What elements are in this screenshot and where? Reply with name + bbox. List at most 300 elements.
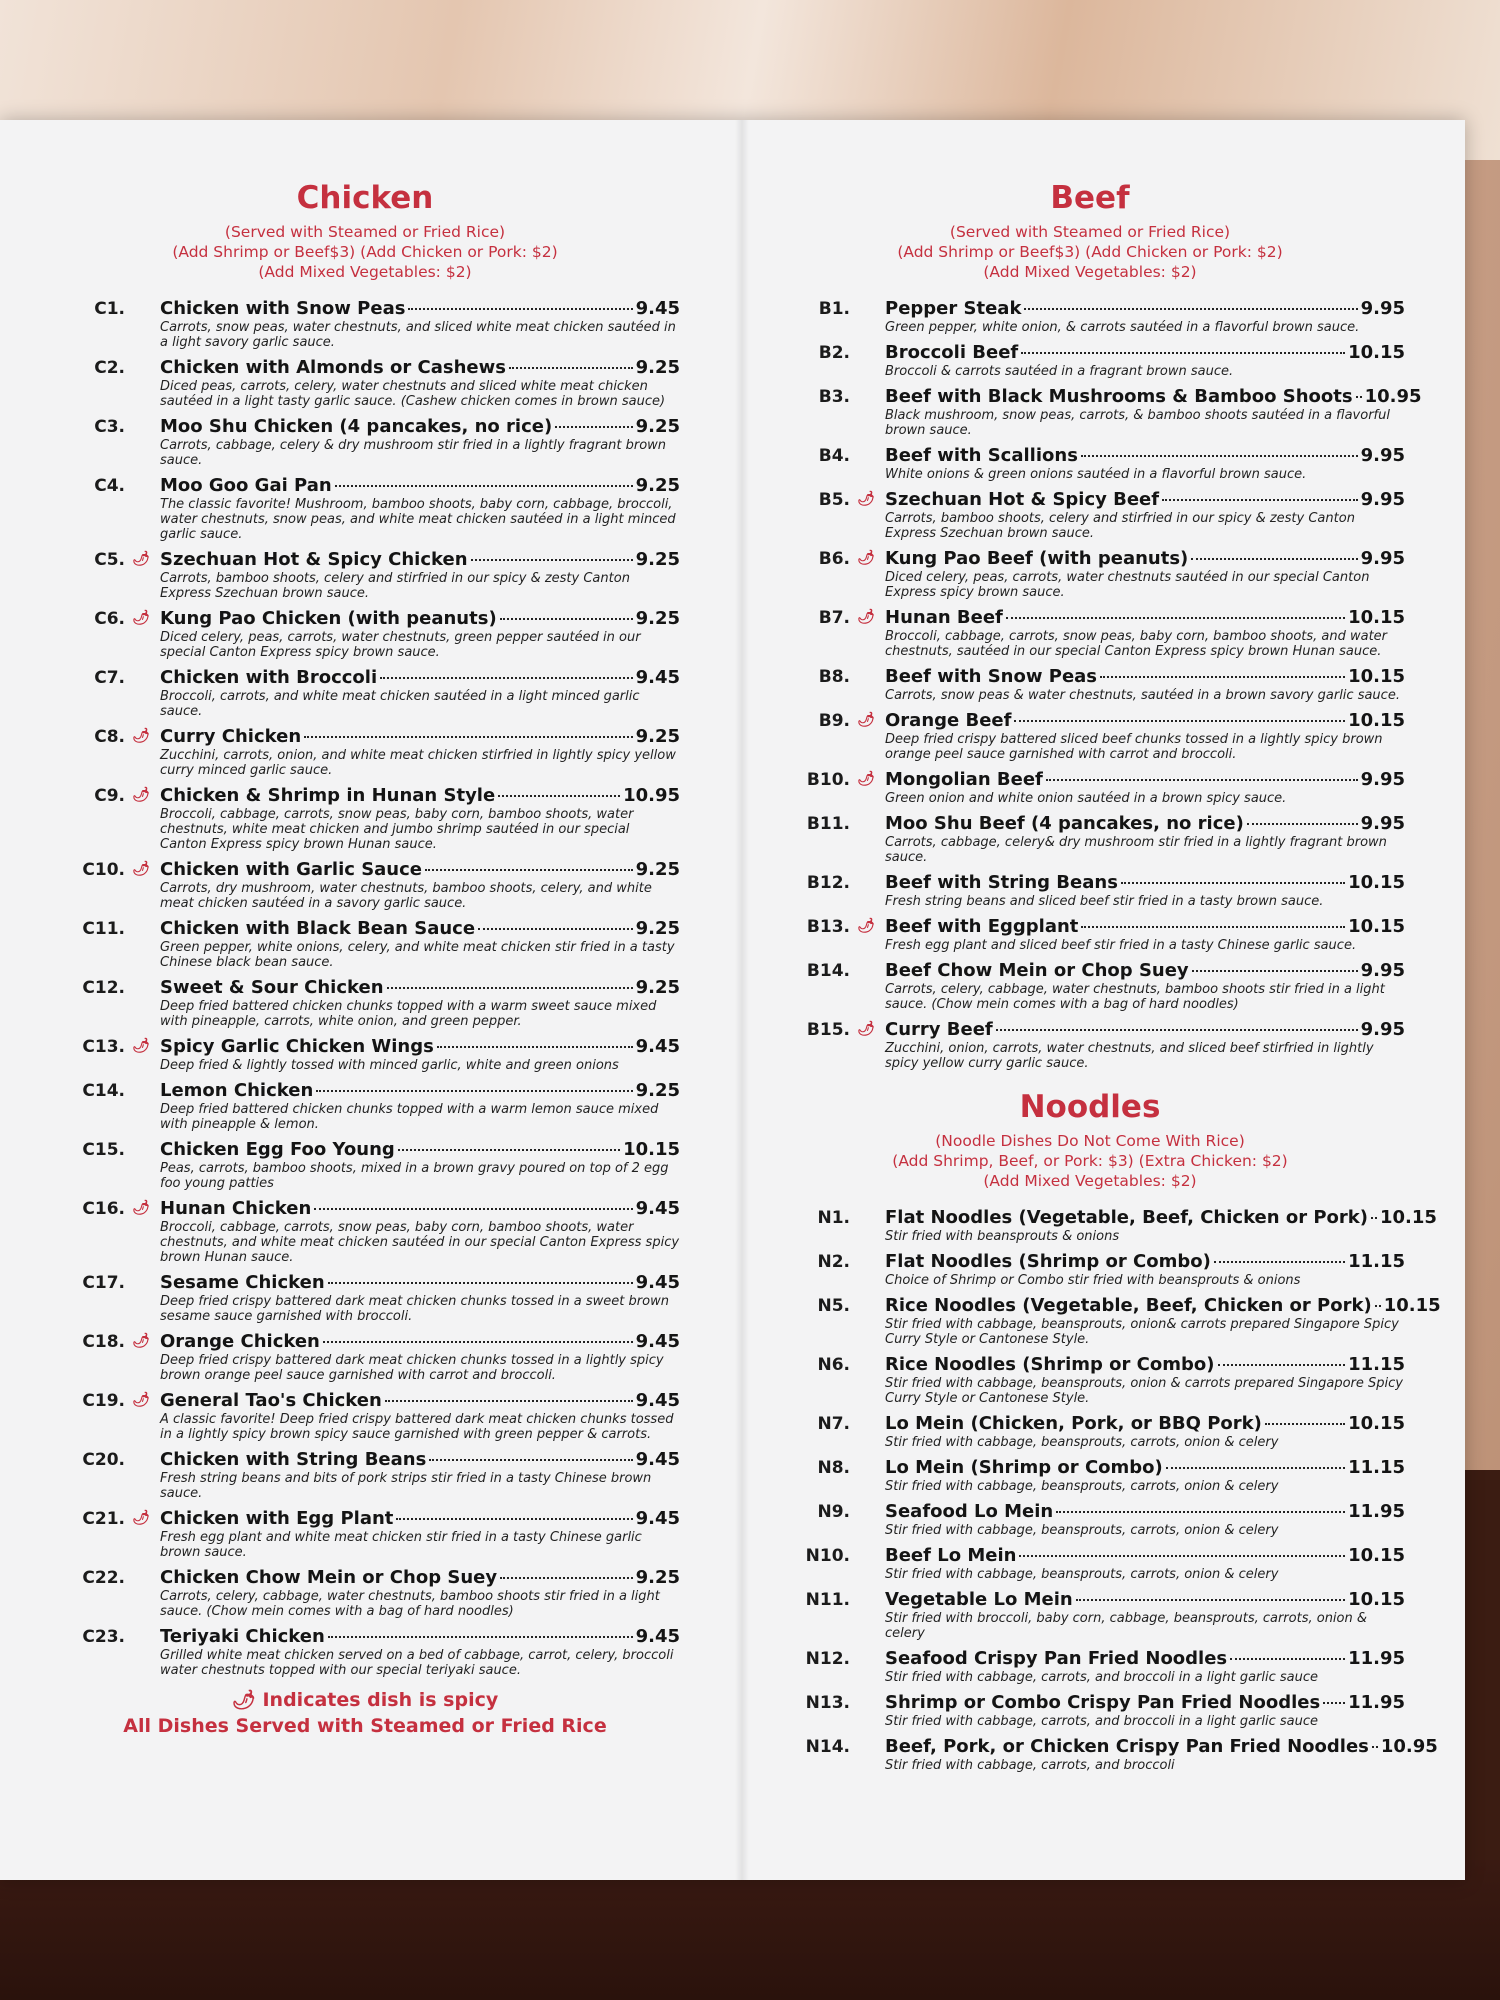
item-price: 9.25	[635, 357, 680, 378]
spicy-pepper-icon: 🌶	[857, 609, 875, 625]
item-code: B6.	[818, 549, 850, 569]
item-line	[160, 785, 680, 806]
menu-item	[775, 489, 1405, 541]
dot-leader	[1162, 499, 1357, 501]
item-description: Diced celery, peas, carrots, water chestnuts sautéed in our special Canton Express spicy brown sauce.	[885, 570, 1370, 600]
dot-leader	[425, 869, 633, 871]
dot-leader	[498, 795, 620, 797]
dot-leader	[1014, 720, 1345, 722]
menu-item	[775, 666, 1405, 703]
item-description: Stir fried with cabbage, beansprouts, carrots, onion & celery	[885, 1479, 1279, 1494]
page-fold	[735, 120, 749, 1880]
item-price: 10.95	[1380, 1736, 1438, 1757]
spicy-pepper-icon: 🌶	[857, 1021, 875, 1037]
item-line	[885, 607, 1405, 628]
item-description: Carrots, bamboo shoots, celery and stirfried in our spicy & zesty Canton Express Szechuan brown sauce.	[160, 571, 630, 601]
dot-leader	[1046, 779, 1358, 781]
menu-item	[50, 549, 680, 601]
menu-item	[775, 710, 1405, 762]
dot-leader	[1006, 617, 1345, 619]
menu-item	[775, 1295, 1441, 1347]
item-description: Carrots, cabbage, celery& dry mushroom stir fried in a lightly fragrant brown sauce.	[885, 835, 1387, 865]
item-description: A classic favorite! Deep fried crispy battered dark meat chicken chunks tossed in a lightly spicy brown spicy sauce garnished with green pepper & carrots.	[160, 1412, 674, 1442]
dot-leader	[1166, 1467, 1345, 1469]
item-line	[160, 298, 680, 319]
dot-leader	[380, 677, 632, 679]
item-line	[885, 1251, 1405, 1272]
item-code: C23.	[82, 1627, 125, 1647]
item-line	[160, 1331, 680, 1352]
item-code: N11.	[805, 1590, 850, 1610]
noodles-note-2: (Add Shrimp, Beef, or Pork: $3) (Extra Chicken: $2)	[892, 1152, 1288, 1170]
item-line	[885, 1295, 1441, 1316]
menu-item	[50, 1036, 680, 1073]
item-line	[885, 1354, 1405, 1375]
item-price: 9.95	[1360, 548, 1405, 569]
spicy-pepper-icon: 🌶	[132, 1200, 150, 1216]
item-name: Szechuan Hot & Spicy Beef	[885, 489, 1160, 510]
dot-leader	[316, 1090, 632, 1092]
menu-item	[50, 726, 680, 778]
item-description: Deep fried crispy battered dark meat chicken chunks tossed in a lightly spicy brown orange peel sauce garnished with carrot and broccoli.	[160, 1353, 664, 1383]
item-line	[885, 1648, 1405, 1669]
dot-leader	[1356, 396, 1362, 398]
item-line	[885, 1501, 1405, 1522]
spicy-pepper-icon: 🌶	[132, 861, 150, 877]
beef-items	[775, 298, 1422, 1071]
item-name: Hunan Chicken	[160, 1198, 312, 1219]
item-price: 9.25	[635, 859, 680, 880]
menu-item	[50, 1626, 680, 1678]
item-price: 10.15	[1348, 666, 1405, 687]
item-price: 11.95	[1348, 1501, 1405, 1522]
item-price: 9.45	[635, 1449, 680, 1470]
noodles-notes	[775, 1131, 1405, 1191]
item-name: Curry Chicken	[160, 726, 302, 747]
dot-leader	[555, 426, 632, 428]
spicy-pepper-icon: 🌶	[857, 771, 875, 787]
item-name: Beef, Pork, or Chicken Crispy Pan Fried Noodles	[885, 1736, 1369, 1757]
dot-leader	[1247, 823, 1358, 825]
item-price: 9.45	[635, 667, 680, 688]
item-description: Deep fried & lightly tossed with minced garlic, white and green onions	[160, 1058, 619, 1073]
item-description: Broccoli & carrots sautéed in a fragrant brown sauce.	[885, 364, 1234, 379]
menu-item	[775, 769, 1405, 806]
item-price: 9.95	[1360, 813, 1405, 834]
menu-item	[775, 1413, 1405, 1450]
item-code: N12.	[805, 1649, 850, 1669]
item-name: Lo Mein (Chicken, Pork, or BBQ Pork)	[885, 1413, 1262, 1434]
item-price: 10.95	[623, 785, 680, 806]
dot-leader	[500, 1577, 633, 1579]
dot-leader	[1372, 1746, 1378, 1748]
menu-item	[50, 357, 680, 409]
item-line	[885, 386, 1422, 407]
item-line	[160, 1139, 680, 1160]
item-description: Carrots, snow peas, water chestnuts, and sliced white meat chicken sautéed in a light savory garlic sauce.	[160, 320, 676, 350]
menu-item	[775, 916, 1405, 953]
dot-leader	[1371, 1217, 1377, 1219]
menu-item	[775, 548, 1405, 600]
menu-item	[775, 1457, 1405, 1494]
item-description: Deep fried crispy battered dark meat chicken chunks tossed in a sweet brown sesame sauce garnished with broccoli.	[160, 1294, 669, 1324]
item-price: 11.95	[1348, 1692, 1405, 1713]
item-name: Seafood Lo Mein	[885, 1501, 1054, 1522]
item-price: 9.95	[1360, 445, 1405, 466]
item-code: C3.	[94, 417, 125, 437]
item-description: Zucchini, onion, carrots, water chestnuts, and sliced beef stirfried in lightly spicy yellow curry garlic sauce.	[885, 1041, 1374, 1071]
item-description: Carrots, celery, cabbage, water chestnuts, bamboo shoots stir fried in a light sauce. (Chow mein comes with a bag of hard noodles)	[885, 982, 1385, 1012]
item-price: 11.95	[1348, 1648, 1405, 1669]
item-code: C11.	[82, 919, 125, 939]
item-code: N10.	[805, 1546, 850, 1566]
item-code: B12.	[806, 873, 850, 893]
item-name: Rice Noodles (Vegetable, Beef, Chicken or Pork)	[885, 1295, 1372, 1316]
item-name: Chicken with Garlic Sauce	[160, 859, 423, 880]
item-line	[160, 549, 680, 570]
spicy-pepper-icon: 🌶	[857, 712, 875, 728]
item-price: 9.45	[635, 1390, 680, 1411]
item-description: Broccoli, carrots, and white meat chicken sautéed in a light minced garlic sauce.	[160, 689, 640, 719]
dot-leader	[500, 618, 633, 620]
item-description: Stir fried with cabbage, carrots, and broccoli	[885, 1758, 1175, 1773]
noodles-items	[775, 1207, 1441, 1773]
item-description: Fresh egg plant and sliced beef stir fried in a tasty Chinese garlic sauce.	[885, 938, 1357, 953]
noodles-note-1: (Noodle Dishes Do Not Come With Rice)	[935, 1132, 1245, 1150]
item-price: 9.25	[635, 608, 680, 629]
item-name: Chicken with String Beans	[160, 1449, 427, 1470]
item-price: 9.25	[635, 977, 680, 998]
item-price: 9.45	[635, 1626, 680, 1647]
item-code: N6.	[817, 1355, 850, 1375]
item-price: 9.45	[635, 1331, 680, 1352]
item-price: 10.15	[1383, 1295, 1441, 1316]
beef-note-1: (Served with Steamed or Fried Rice)	[949, 223, 1231, 241]
menu-item	[775, 872, 1405, 909]
item-price: 10.15	[1348, 1589, 1405, 1610]
item-description: Broccoli, cabbage, carrots, snow peas, baby corn, bamboo shoots, water chestnuts, white meat chicken and jumbo shrimp sautéed in our special Canton Express spicy brown Hunan sauce.	[160, 807, 634, 852]
item-price: 10.15	[1380, 1207, 1437, 1228]
menu-item	[775, 1019, 1405, 1071]
item-price: 9.25	[635, 416, 680, 437]
chicken-note-2: (Add Shrimp or Beef$3) (Add Chicken or Pork: $2)	[172, 243, 558, 261]
item-price: 10.15	[1348, 872, 1405, 893]
item-price: 9.25	[635, 1567, 680, 1588]
item-line	[885, 489, 1405, 510]
item-code: N8.	[817, 1458, 850, 1478]
item-description: Stir fried with cabbage, beansprouts, onion & carrots prepared Singapore Spicy Curry Style or Cantonese Style.	[885, 1376, 1403, 1406]
chicken-items	[50, 298, 680, 1678]
item-price: 9.45	[635, 1198, 680, 1219]
dot-leader	[1192, 970, 1358, 972]
item-price: 9.95	[1360, 489, 1405, 510]
spicy-pepper-icon: 🌶	[132, 551, 150, 567]
item-price: 9.95	[1360, 1019, 1405, 1040]
menu-item	[775, 1736, 1438, 1773]
menu-item	[50, 859, 680, 911]
item-code: B10.	[806, 770, 850, 790]
item-price: 9.25	[635, 475, 680, 496]
dot-leader	[304, 736, 632, 738]
item-code: C10.	[82, 860, 125, 880]
item-name: Chicken with Snow Peas	[160, 298, 406, 319]
dot-leader	[328, 1282, 633, 1284]
item-name: Chicken Egg Foo Young	[160, 1139, 395, 1160]
dot-leader	[385, 1400, 633, 1402]
menu-item	[775, 960, 1405, 1012]
item-name: Curry Beef	[885, 1019, 993, 1040]
item-description: Carrots, celery, cabbage, water chestnuts, bamboo shoots stir fried in a light sauce. (Chow mein comes with a bag of hard noodles)	[160, 1589, 660, 1619]
dot-leader	[1323, 1702, 1345, 1704]
item-name: Beef with String Beans	[885, 872, 1118, 893]
item-code: B15.	[806, 1020, 850, 1040]
menu-item	[50, 608, 680, 660]
item-code: B5.	[818, 490, 850, 510]
item-name: Shrimp or Combo Crispy Pan Fried Noodles	[885, 1692, 1321, 1713]
item-name: Beef with Black Mushrooms & Bamboo Shoots	[885, 386, 1353, 407]
menu-item	[50, 1331, 680, 1383]
item-description: Stir fried with broccoli, baby corn, cabbage, beansprouts, carrots, onion & celery	[885, 1611, 1368, 1641]
item-code: C2.	[94, 358, 125, 378]
dot-leader	[1024, 308, 1357, 310]
item-code: C20.	[82, 1450, 125, 1470]
item-line	[160, 977, 680, 998]
beef-note-3: (Add Mixed Vegetables: $2)	[983, 263, 1197, 281]
item-description: Diced peas, carrots, celery, water chestnuts and sliced white meat chicken sautéed in a light tasty garlic sauce. (Cashew chicken comes in brown sauce)	[160, 379, 666, 409]
item-code: C19.	[82, 1391, 125, 1411]
menu-item	[775, 1648, 1405, 1685]
item-code: B13.	[806, 917, 850, 937]
menu-item	[775, 1207, 1437, 1244]
menu-item	[775, 342, 1405, 379]
menu-item	[50, 1508, 680, 1560]
item-name: Lemon Chicken	[160, 1080, 314, 1101]
chicken-title: Chicken	[296, 180, 434, 216]
item-line	[160, 667, 680, 688]
item-line	[885, 960, 1405, 981]
item-price: 10.15	[1348, 342, 1405, 363]
menu-item	[775, 298, 1405, 335]
item-code: N1.	[817, 1208, 850, 1228]
item-name: Moo Shu Beef (4 pancakes, no rice)	[885, 813, 1244, 834]
item-line	[885, 445, 1405, 466]
menu-item	[50, 1198, 680, 1265]
item-line	[885, 342, 1405, 363]
item-description: Deep fried crispy battered sliced beef chunks tossed in a lightly spicy brown orange peel sauce garnished with carrot and broccoli.	[885, 732, 1383, 762]
item-name: Beef with Scallions	[885, 445, 1078, 466]
item-name: Chicken with Egg Plant	[160, 1508, 394, 1529]
item-code: B8.	[818, 667, 850, 687]
item-line	[885, 1413, 1405, 1434]
item-code: C5.	[94, 550, 125, 570]
item-name: Sesame Chicken	[160, 1272, 325, 1293]
menu-item	[50, 416, 680, 468]
item-description: Fresh string beans and sliced beef stir fried in a tasty brown sauce.	[885, 894, 1324, 909]
spicy-pepper-icon: 🌶	[132, 728, 150, 744]
menu-item	[775, 1354, 1405, 1406]
menu-item	[775, 1501, 1405, 1538]
item-code: N5.	[817, 1296, 850, 1316]
menu-item	[50, 1272, 680, 1324]
item-code: C13.	[82, 1037, 125, 1057]
item-description: Zucchini, carrots, onion, and white meat chicken stirfried in lightly spicy yellow curry minced garlic sauce.	[160, 748, 676, 778]
menu-item	[50, 1139, 680, 1191]
item-description: Fresh string beans and bits of pork strips stir fried in a tasty Chinese brown sauce.	[160, 1471, 652, 1501]
rice-note: All Dishes Served with Steamed or Fried Rice	[123, 1715, 607, 1737]
spicy-pepper-icon: 🌶	[132, 1392, 150, 1408]
beef-note-2: (Add Shrimp or Beef$3) (Add Chicken or Pork: $2)	[897, 243, 1283, 261]
item-code: B9.	[818, 711, 850, 731]
dot-leader	[408, 308, 632, 310]
item-line	[160, 416, 680, 437]
item-price: 11.15	[1348, 1457, 1405, 1478]
item-line	[160, 1626, 680, 1647]
dot-leader	[429, 1459, 632, 1461]
item-code: C17.	[82, 1273, 125, 1293]
dot-leader	[1081, 455, 1358, 457]
dot-leader	[314, 1208, 632, 1210]
item-price: 9.95	[1360, 769, 1405, 790]
item-price: 9.45	[635, 298, 680, 319]
item-line	[885, 666, 1405, 687]
item-description: Broccoli, cabbage, carrots, snow peas, baby corn, bamboo shoots, water chestnuts, and white meat chicken sautéed in our special Canton Express spicy brown Hunan sauce.	[160, 1220, 680, 1265]
item-code: C16.	[82, 1199, 125, 1219]
item-description: Peas, carrots, bamboo shoots, mixed in a brown gravy poured on top of 2 egg foo young patties	[160, 1161, 669, 1191]
item-line	[160, 357, 680, 378]
item-code: C15.	[82, 1140, 125, 1160]
dot-leader	[1056, 1511, 1345, 1513]
dot-leader	[335, 485, 633, 487]
item-name: Szechuan Hot & Spicy Chicken	[160, 549, 468, 570]
item-code: B14.	[806, 961, 850, 981]
item-code: C8.	[94, 727, 125, 747]
item-name: Flat Noodles (Vegetable, Beef, Chicken or Pork)	[885, 1207, 1368, 1228]
item-description: Deep fried battered chicken chunks topped with a warm lemon sauce mixed with pineapple & lemon.	[160, 1102, 659, 1132]
item-line	[160, 1567, 680, 1588]
item-code: B4.	[818, 446, 850, 466]
item-name: Sweet & Sour Chicken	[160, 977, 384, 998]
item-name: Chicken with Almonds or Cashews	[160, 357, 506, 378]
menu-item	[775, 1692, 1405, 1729]
item-description: Stir fried with cabbage, carrots, and broccoli in a light garlic sauce	[885, 1670, 1319, 1685]
item-line	[885, 1457, 1405, 1478]
item-line	[885, 769, 1405, 790]
item-line	[160, 1390, 680, 1411]
item-line	[885, 1207, 1437, 1228]
item-line	[885, 548, 1405, 569]
item-description: Green pepper, white onion, & carrots sautéed in a flavorful brown sauce.	[885, 320, 1360, 335]
item-line	[885, 1736, 1438, 1757]
item-description: Stir fried with beansprouts & onions	[885, 1229, 1120, 1244]
dot-leader	[1021, 352, 1345, 354]
item-description: Carrots, cabbage, celery & dry mushroom stir fried in a lightly fragrant brown sauce.	[160, 438, 667, 468]
item-name: Beef Lo Mein	[885, 1545, 1017, 1566]
spicy-legend: 🌶 Indicates dish is spicy	[231, 1689, 499, 1711]
dot-leader	[387, 987, 633, 989]
item-line	[160, 859, 680, 880]
item-description: Stir fried with cabbage, beansprouts, onion& carrots prepared Singapore Spicy Curry Style or Cantonese Style.	[885, 1317, 1399, 1347]
dot-leader	[1214, 1261, 1345, 1263]
item-price: 9.95	[1360, 960, 1405, 981]
item-description: Carrots, bamboo shoots, celery and stirfried in our spicy & zesty Canton Express Szechuan brown sauce.	[885, 511, 1355, 541]
item-name: Beef with Eggplant	[885, 916, 1079, 937]
item-price: 11.15	[1348, 1354, 1405, 1375]
item-price: 10.15	[1348, 1413, 1405, 1434]
item-name: Beef with Snow Peas	[885, 666, 1098, 687]
item-line	[160, 1198, 680, 1219]
menu-item	[50, 667, 680, 719]
dot-leader	[437, 1046, 633, 1048]
dot-leader	[1265, 1423, 1345, 1425]
item-code: N9.	[817, 1502, 850, 1522]
menu-item	[775, 1251, 1405, 1288]
item-code: N14.	[805, 1737, 850, 1757]
item-description: Stir fried with cabbage, beansprouts, carrots, onion & celery	[885, 1567, 1279, 1582]
dot-leader	[1019, 1555, 1345, 1557]
dot-leader	[478, 928, 633, 930]
item-code: C12.	[82, 978, 125, 998]
spicy-pepper-icon: 🌶	[132, 1333, 150, 1349]
menu-item	[50, 475, 680, 542]
spicy-pepper-icon: 🌶	[857, 550, 875, 566]
item-price: 9.45	[635, 1036, 680, 1057]
item-name: Beef Chow Mein or Chop Suey	[885, 960, 1189, 981]
item-line	[160, 1036, 680, 1057]
item-line	[160, 726, 680, 747]
item-price: 9.45	[635, 1508, 680, 1529]
dot-leader	[396, 1518, 632, 1520]
item-description: Carrots, dry mushroom, water chestnuts, bamboo shoots, celery, and white meat chicken sautéed in a savory garlic sauce.	[160, 881, 652, 911]
item-code: C22.	[82, 1568, 125, 1588]
item-name: Chicken with Broccoli	[160, 667, 378, 688]
beef-title: Beef	[1050, 180, 1130, 216]
item-description: Stir fried with cabbage, carrots, and broccoli in a light garlic sauce	[885, 1714, 1319, 1729]
item-name: Chicken Chow Mein or Chop Suey	[160, 1567, 498, 1588]
item-code: N13.	[805, 1693, 850, 1713]
dot-leader	[1375, 1305, 1381, 1307]
item-price: 9.45	[635, 1272, 680, 1293]
menu-item	[775, 607, 1405, 659]
dot-leader	[1100, 676, 1345, 678]
item-line	[160, 475, 680, 496]
item-name: Chicken with Black Bean Sauce	[160, 918, 476, 939]
item-description: Grilled white meat chicken served on a bed of cabbage, carrot, celery, broccoli water chestnuts topped with our special teriyaki sauce.	[160, 1648, 674, 1678]
item-description: Deep fried battered chicken chunks topped with a warm sweet sauce mixed with pineapple, carrots, white onion, and green pepper.	[160, 999, 657, 1029]
item-price: 11.15	[1348, 1251, 1405, 1272]
menu-item	[775, 1589, 1405, 1641]
dot-leader	[398, 1149, 620, 1151]
item-line	[885, 872, 1405, 893]
dot-leader	[1191, 558, 1357, 560]
menu-item	[775, 1545, 1405, 1582]
table-surface	[0, 1860, 1500, 2000]
spicy-pepper-icon: 🌶	[132, 1038, 150, 1054]
item-line	[160, 918, 680, 939]
noodles-title: Noodles	[1019, 1089, 1161, 1125]
item-line	[160, 1080, 680, 1101]
menu-item	[775, 813, 1405, 865]
item-name: Lo Mein (Shrimp or Combo)	[885, 1457, 1163, 1478]
item-code: B11.	[806, 814, 850, 834]
item-code: C7.	[94, 668, 125, 688]
menu-item	[775, 386, 1422, 438]
item-name: Kung Pao Chicken (with peanuts)	[160, 608, 497, 629]
item-description: Fresh egg plant and white meat chicken stir fried in a tasty Chinese garlic brown sauce.	[160, 1530, 642, 1560]
dot-leader	[996, 1029, 1358, 1031]
item-name: Chicken & Shrimp in Hunan Style	[160, 785, 496, 806]
item-name: Vegetable Lo Mein	[885, 1589, 1073, 1610]
menu-item	[50, 298, 680, 350]
